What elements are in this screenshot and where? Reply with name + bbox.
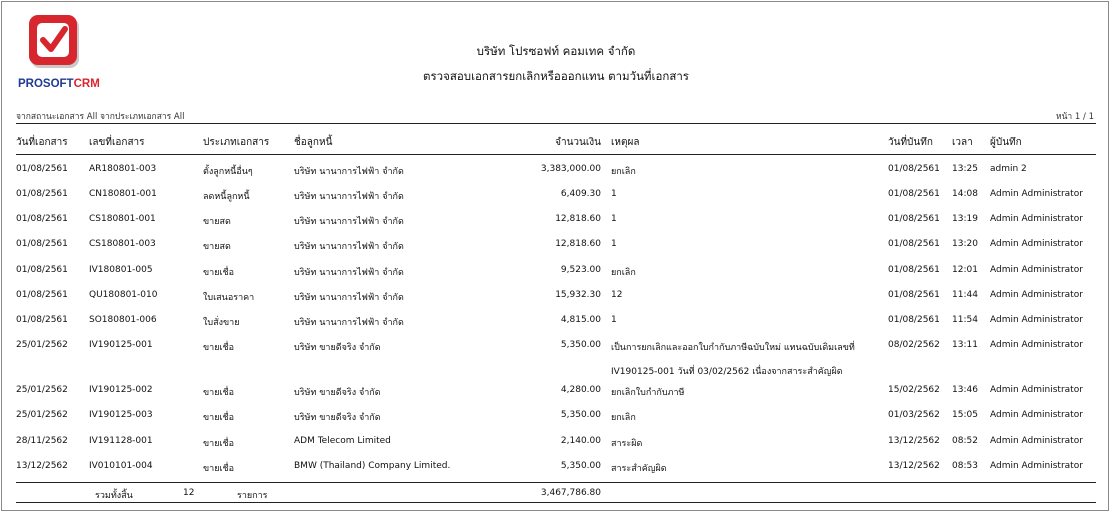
cell-debtor: บริษัท นานาการไฟฟ้า จำกัด (294, 293, 404, 303)
cell-recorder: Admin Administrator (990, 436, 1083, 446)
cell-amount: 5,350.00 (560, 461, 601, 471)
cell-doc-no: SO180801-006 (89, 315, 157, 325)
col-doc-type: ประเภทเอกสาร (203, 137, 270, 148)
cell-debtor: บริษัท นานาการไฟฟ้า จำกัด (294, 242, 404, 252)
cell-amount: 15,932.30 (555, 290, 601, 300)
cell-doc-no: IV180801-005 (89, 265, 153, 275)
cell-doc-no: IV191128-001 (89, 436, 153, 446)
cell-reason: ยกเลิกใบกำกับภาษี (611, 388, 685, 398)
cell-doc-date: 01/08/2561 (16, 315, 68, 325)
total-amount: 3,467,786.80 (540, 488, 601, 498)
cell-recorder: Admin Administrator (990, 290, 1083, 300)
cell-reason: 1 (611, 315, 617, 325)
cell-rec-date: 01/08/2561 (888, 164, 940, 174)
table-row (2, 239, 1110, 263)
cell-doc-type: ขายเชื่อ (203, 268, 235, 278)
cell-doc-type: ขายเชื่อ (203, 439, 235, 449)
cell-time: 13:46 (952, 385, 978, 395)
cell-reason: เป็นการยกเลิกและออกใบกำกับภาษีฉบับใหม่ แทนฉบับเดิมเลขที่ (611, 343, 855, 353)
total-top-rule (16, 482, 1096, 483)
cell-doc-date: 25/01/2562 (16, 385, 68, 395)
cell-debtor: บริษัท นานาการไฟฟ้า จำกัด (294, 167, 404, 177)
col-reason: เหตุผล (611, 137, 640, 148)
table-row (2, 214, 1110, 238)
cell-amount: 5,350.00 (560, 410, 601, 420)
cell-time: 13:11 (952, 340, 978, 350)
cell-reason: ยกเลิก (611, 167, 636, 177)
col-amount: จำนวนเงิน (555, 137, 601, 148)
cell-doc-no: CS180801-003 (89, 239, 156, 249)
cell-doc-date: 01/08/2561 (16, 265, 68, 275)
table-row (2, 385, 1110, 409)
cell-reason: 1 (611, 214, 617, 224)
cell-doc-type: ใบเสนอราคา (203, 293, 255, 303)
cell-recorder: Admin Administrator (990, 385, 1083, 395)
cell-rec-date: 13/12/2562 (888, 461, 940, 471)
cell-recorder: Admin Administrator (990, 340, 1083, 350)
cell-time: 13:25 (952, 164, 978, 174)
col-record-date: วันที่บันทึก (888, 137, 933, 148)
cell-doc-type: ใบสั่งขาย (203, 318, 240, 328)
cell-reason: ยกเลิก (611, 413, 636, 423)
col-recorder: ผู้บันทึก (990, 137, 1022, 148)
cell-doc-type: ขายสด (203, 217, 231, 227)
cell-amount: 3,383,000.00 (540, 164, 601, 174)
cell-recorder: Admin Administrator (990, 189, 1083, 199)
total-bottom-rule (16, 502, 1096, 503)
cell-reason-continued: IV190125-001 วันที่ 03/02/2562 เนื่องจากสาระสำคัญผิด (611, 367, 843, 377)
cell-debtor: บริษัท นานาการไฟฟ้า จำกัด (294, 217, 404, 227)
total-label: รวมทั้งสิ้น (95, 491, 133, 501)
cell-doc-date: 25/01/2562 (16, 410, 68, 420)
cell-amount: 4,815.00 (560, 315, 601, 325)
cell-time: 08:53 (952, 461, 978, 471)
cell-amount: 12,818.60 (555, 214, 601, 224)
report-title: ตรวจสอบเอกสารยกเลิกหรือออกแทน ตามวันที่เอกสาร (423, 69, 689, 83)
cell-amount: 5,350.00 (560, 340, 601, 350)
total-unit: รายการ (237, 491, 268, 501)
cell-doc-type: ขายเชื่อ (203, 388, 235, 398)
cell-doc-date: 28/11/2562 (16, 436, 68, 446)
report-filter: จากสถานะเอกสาร All จากประเภทเอกสาร All (16, 112, 185, 122)
logo-wordmark: PROSOFTCRM (18, 78, 100, 90)
table-row (2, 410, 1110, 434)
cell-doc-type: ขายสด (203, 242, 231, 252)
cell-doc-type: ขายเชื่อ (203, 413, 235, 423)
col-doc-date: วันที่เอกสาร (16, 137, 68, 148)
cell-doc-type: ลดหนี้ลูกหนี้ (203, 192, 250, 202)
page-number: หน้า 1 / 1 (1056, 112, 1094, 122)
cell-doc-date: 01/08/2561 (16, 189, 68, 199)
cell-doc-type: ขายเชื่อ (203, 464, 235, 474)
cell-rec-date: 08/02/2562 (888, 340, 940, 350)
cell-time: 14:08 (952, 189, 978, 199)
table-row (2, 164, 1110, 188)
cell-amount: 9,523.00 (560, 265, 601, 275)
cell-rec-date: 01/08/2561 (888, 265, 940, 275)
cell-recorder: Admin Administrator (990, 214, 1083, 224)
cell-debtor: บริษัท นานาการไฟฟ้า จำกัด (294, 268, 404, 278)
cell-amount: 12,818.60 (555, 239, 601, 249)
cell-doc-no: CS180801-001 (89, 214, 156, 224)
cell-debtor: บริษัท นานาการไฟฟ้า จำกัด (294, 192, 404, 202)
cell-rec-date: 15/02/2562 (888, 385, 940, 395)
cell-doc-no: IV190125-002 (89, 385, 153, 395)
cell-reason: ยกเลิก (611, 268, 636, 278)
cell-rec-date: 13/12/2562 (888, 436, 940, 446)
cell-doc-no: QU180801-010 (89, 290, 158, 300)
table-row (2, 189, 1110, 213)
cell-time: 13:19 (952, 214, 978, 224)
cell-doc-date: 01/08/2561 (16, 214, 68, 224)
cell-rec-date: 01/03/2562 (888, 410, 940, 420)
cell-recorder: Admin Administrator (990, 410, 1083, 420)
cell-doc-type: ตั้งลูกหนี้อื่นๆ (203, 167, 253, 177)
header-bottom-rule (16, 154, 1096, 155)
header-top-rule (16, 123, 1096, 124)
company-name: บริษัท โปรซอฟท์ คอมเทค จำกัด (476, 44, 636, 58)
cell-debtor: บริษัท นานาการไฟฟ้า จำกัด (294, 318, 404, 328)
cell-recorder: Admin Administrator (990, 315, 1083, 325)
cell-debtor: บริษัท ขายดีจริง จำกัด (294, 343, 381, 353)
cell-reason: 1 (611, 239, 617, 249)
col-debtor: ชื่อลูกหนี้ (294, 137, 333, 148)
col-doc-no: เลขที่เอกสาร (89, 137, 145, 148)
cell-rec-date: 01/08/2561 (888, 315, 940, 325)
cell-time: 08:52 (952, 436, 978, 446)
cell-doc-date: 13/12/2562 (16, 461, 68, 471)
table-row (2, 290, 1110, 314)
cell-recorder: Admin Administrator (990, 239, 1083, 249)
cell-reason: สาระผิด (611, 439, 643, 449)
cell-doc-date: 25/01/2562 (16, 340, 68, 350)
cell-doc-date: 01/08/2561 (16, 239, 68, 249)
cell-doc-no: CN180801-001 (89, 189, 157, 199)
cell-debtor: BMW (Thailand) Company Limited. (294, 461, 451, 471)
table-row (2, 340, 1110, 377)
cell-time: 12:01 (952, 265, 978, 275)
cell-doc-date: 01/08/2561 (16, 164, 68, 174)
cell-time: 11:44 (952, 290, 978, 300)
cell-recorder: admin 2 (990, 164, 1027, 174)
total-count: 12 (183, 488, 195, 498)
cell-debtor: บริษัท ขายดีจริง จำกัด (294, 413, 381, 423)
cell-amount: 2,140.00 (560, 436, 601, 446)
cell-reason: 1 (611, 189, 617, 199)
cell-doc-no: IV190125-003 (89, 410, 153, 420)
cell-rec-date: 01/08/2561 (888, 214, 940, 224)
table-row (2, 315, 1110, 339)
cell-doc-no: IV010101-004 (89, 461, 153, 471)
cell-amount: 6,409.30 (560, 189, 601, 199)
cell-time: 11:54 (952, 315, 978, 325)
table-row (2, 436, 1110, 460)
col-time: เวลา (952, 137, 973, 148)
cell-reason: 12 (611, 290, 623, 300)
cell-time: 13:20 (952, 239, 978, 249)
cell-doc-date: 01/08/2561 (16, 290, 68, 300)
cell-doc-type: ขายเชื่อ (203, 343, 235, 353)
cell-recorder: Admin Administrator (990, 461, 1083, 471)
cell-recorder: Admin Administrator (990, 265, 1083, 275)
cell-debtor: บริษัท ขายดีจริง จำกัด (294, 388, 381, 398)
cell-doc-no: AR180801-003 (89, 164, 157, 174)
cell-reason: สาระสำคัญผิด (611, 464, 667, 474)
cell-debtor: ADM Telecom Limited (294, 436, 391, 446)
cell-amount: 4,280.00 (560, 385, 601, 395)
report-page (1, 1, 1109, 511)
cell-rec-date: 01/08/2561 (888, 239, 940, 249)
cell-rec-date: 01/08/2561 (888, 189, 940, 199)
cell-doc-no: IV190125-001 (89, 340, 153, 350)
cell-time: 15:05 (952, 410, 978, 420)
cell-rec-date: 01/08/2561 (888, 290, 940, 300)
table-row (2, 265, 1110, 289)
